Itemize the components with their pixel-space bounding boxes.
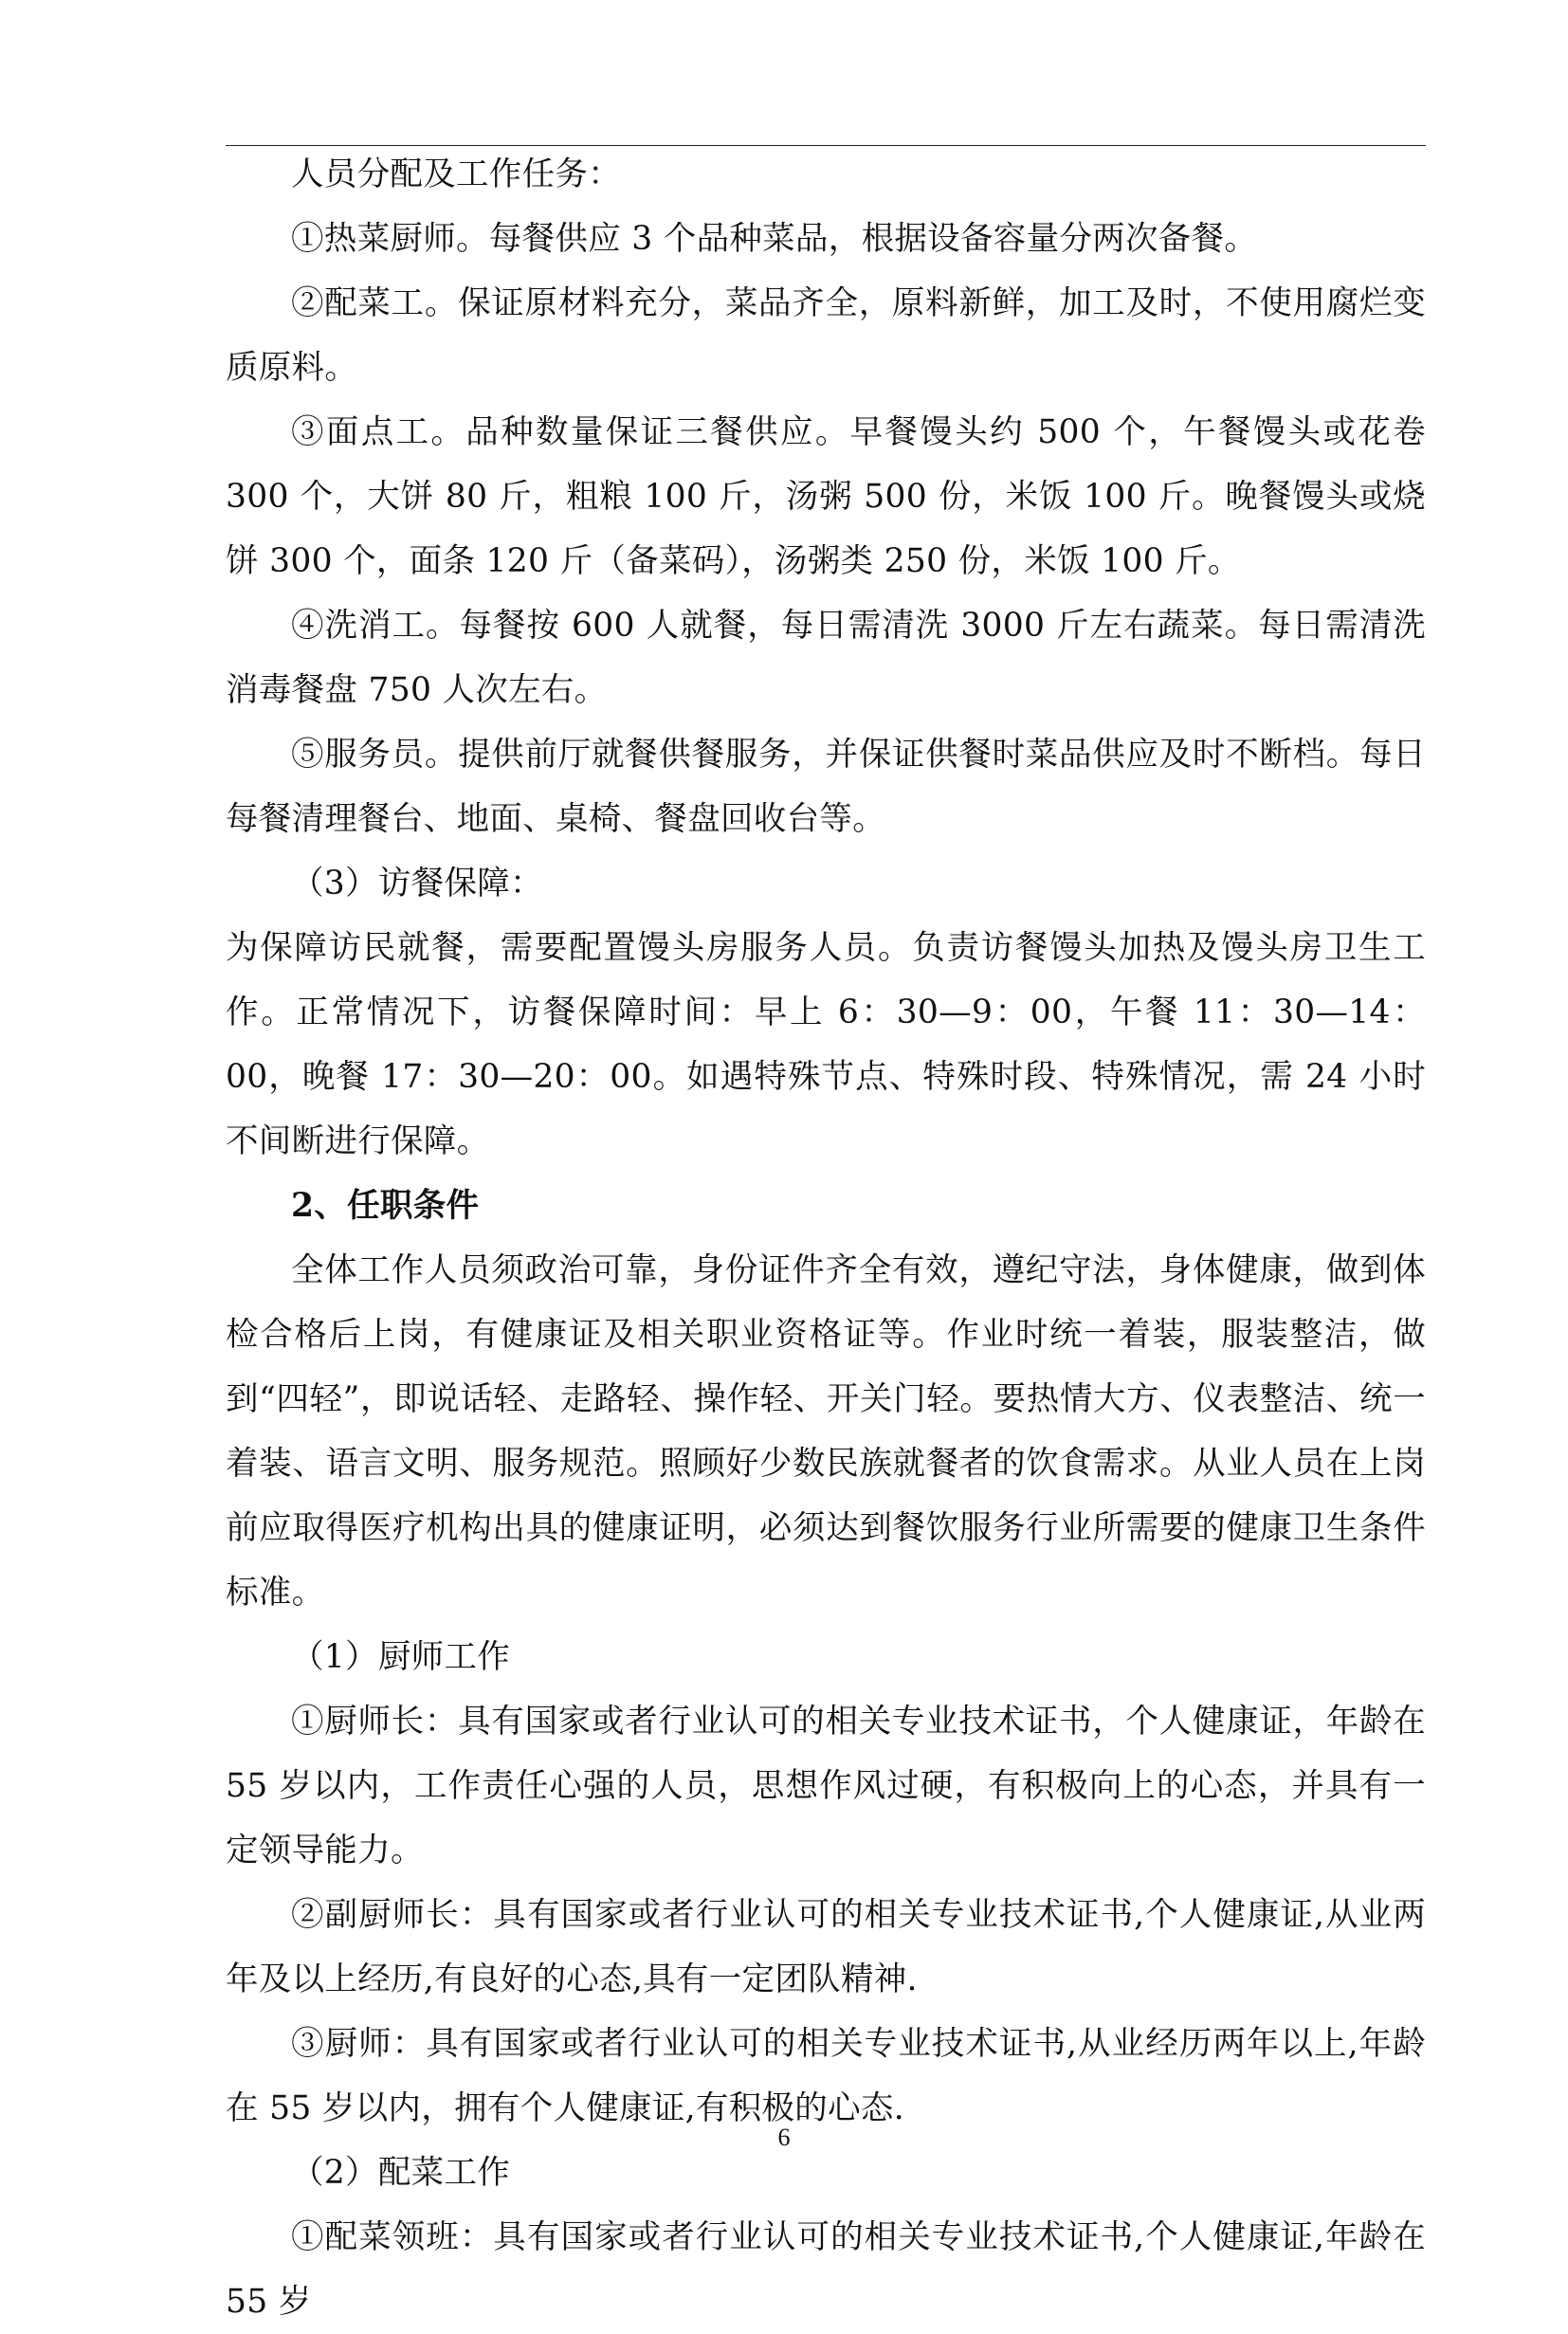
paragraph-server: ⑤服务员。提供前厅就餐供餐服务，并保证供餐时菜品供应及时不断档。每日每餐清理餐台、地面、桌椅、餐盘回收台等。 <box>226 736 1426 838</box>
paragraph-dishwasher: ④洗消工。每餐按 600 人就餐，每日需清洗 3000 斤左右蔬菜。每日需清洗消毒餐盘 750 人次左右。 <box>226 607 1426 709</box>
paragraph-hot-dish-chef: ①热菜厨师。每餐供应 3 个品种菜品，根据设备容量分两次备餐。 <box>291 220 1258 258</box>
paragraph-general-requirements: 全体工作人员须政治可靠，身份证件齐全有效，遵纪守法，身体健康，做到体检合格后上岗，有健康证及相关职业资格证等。作业时统一着装，服装整洁，做到“四轻”，即说话轻、走路轻、操作轻、开关门轻。要热情大方、仪表整洁、统一着装、语言文明、服务规范。照顾好少数民族就餐者的饮食需求。从业人员在上岗前应取得医疗机构出具的健康证明，必须达到餐饮服务行业所需要的健康卫生条件标准。 <box>226 1251 1426 1612</box>
paragraph-pastry-worker: ③面点工。品种数量保证三餐供应。早餐馒头约 500 个，午餐馒头或花卷 300 个，大饼 80 斤，粗粮 100 斤，汤粥 500 份，米饭 100 斤。晚餐馒头或烧饼 300 个，面条 120 斤（备菜码），汤粥类 250 份，米饭 100 斤。 <box>226 413 1426 580</box>
paragraph-visitor-meals: 为保障访民就餐，需要配置馒头房服务人员。负责访餐馒头加热及馒头房卫生工作。正常情况下，访餐保障时间：早上 6：30—9：00，午餐 11：30—14：00，晚餐 17：30—20：00。如遇特殊节点、特殊时段、特殊情况，需 24 小时不间断进行保障。 <box>226 929 1426 1160</box>
subheading-chef-work: （1）厨师工作 <box>291 1638 511 1676</box>
section-heading-qualifications: 2、任职条件 <box>291 1187 480 1225</box>
document-body <box>226 142 1426 2334</box>
paragraph-chef: ③厨师：具有国家或者行业认可的相关专业技术证书,从业经历两年以上,年龄在 55 岁以内，拥有个人健康证,有积极的心态. <box>226 2025 1426 2127</box>
paragraph-deputy-head-chef: ②副厨师长：具有国家或者行业认可的相关专业技术证书,个人健康证,从业两年及以上经历,有良好的心态,具有一定团队精神. <box>226 1896 1426 1998</box>
paragraph-prep-lead: ①配菜领班：具有国家或者行业认可的相关专业技术证书,个人健康证,年龄在 55 岁 <box>226 2218 1426 2321</box>
page-number: 6 <box>777 2124 791 2151</box>
subheading-prep-work: （2）配菜工作 <box>291 2154 511 2192</box>
paragraph-prep-worker: ②配菜工。保证原材料充分，菜品齐全，原料新鲜，加工及时，不使用腐烂变质原料。 <box>226 284 1426 387</box>
paragraph-head-chef: ①厨师长：具有国家或者行业认可的相关专业技术证书，个人健康证，年龄在 55 岁以内，工作责任心强的人员，思想作风过硬，有积极向上的心态，并具有一定领导能力。 <box>226 1703 1426 1869</box>
subheading-visitor-meals: （3）访餐保障： <box>291 865 543 903</box>
section-heading-staffing: 人员分配及工作任务： <box>291 155 621 193</box>
